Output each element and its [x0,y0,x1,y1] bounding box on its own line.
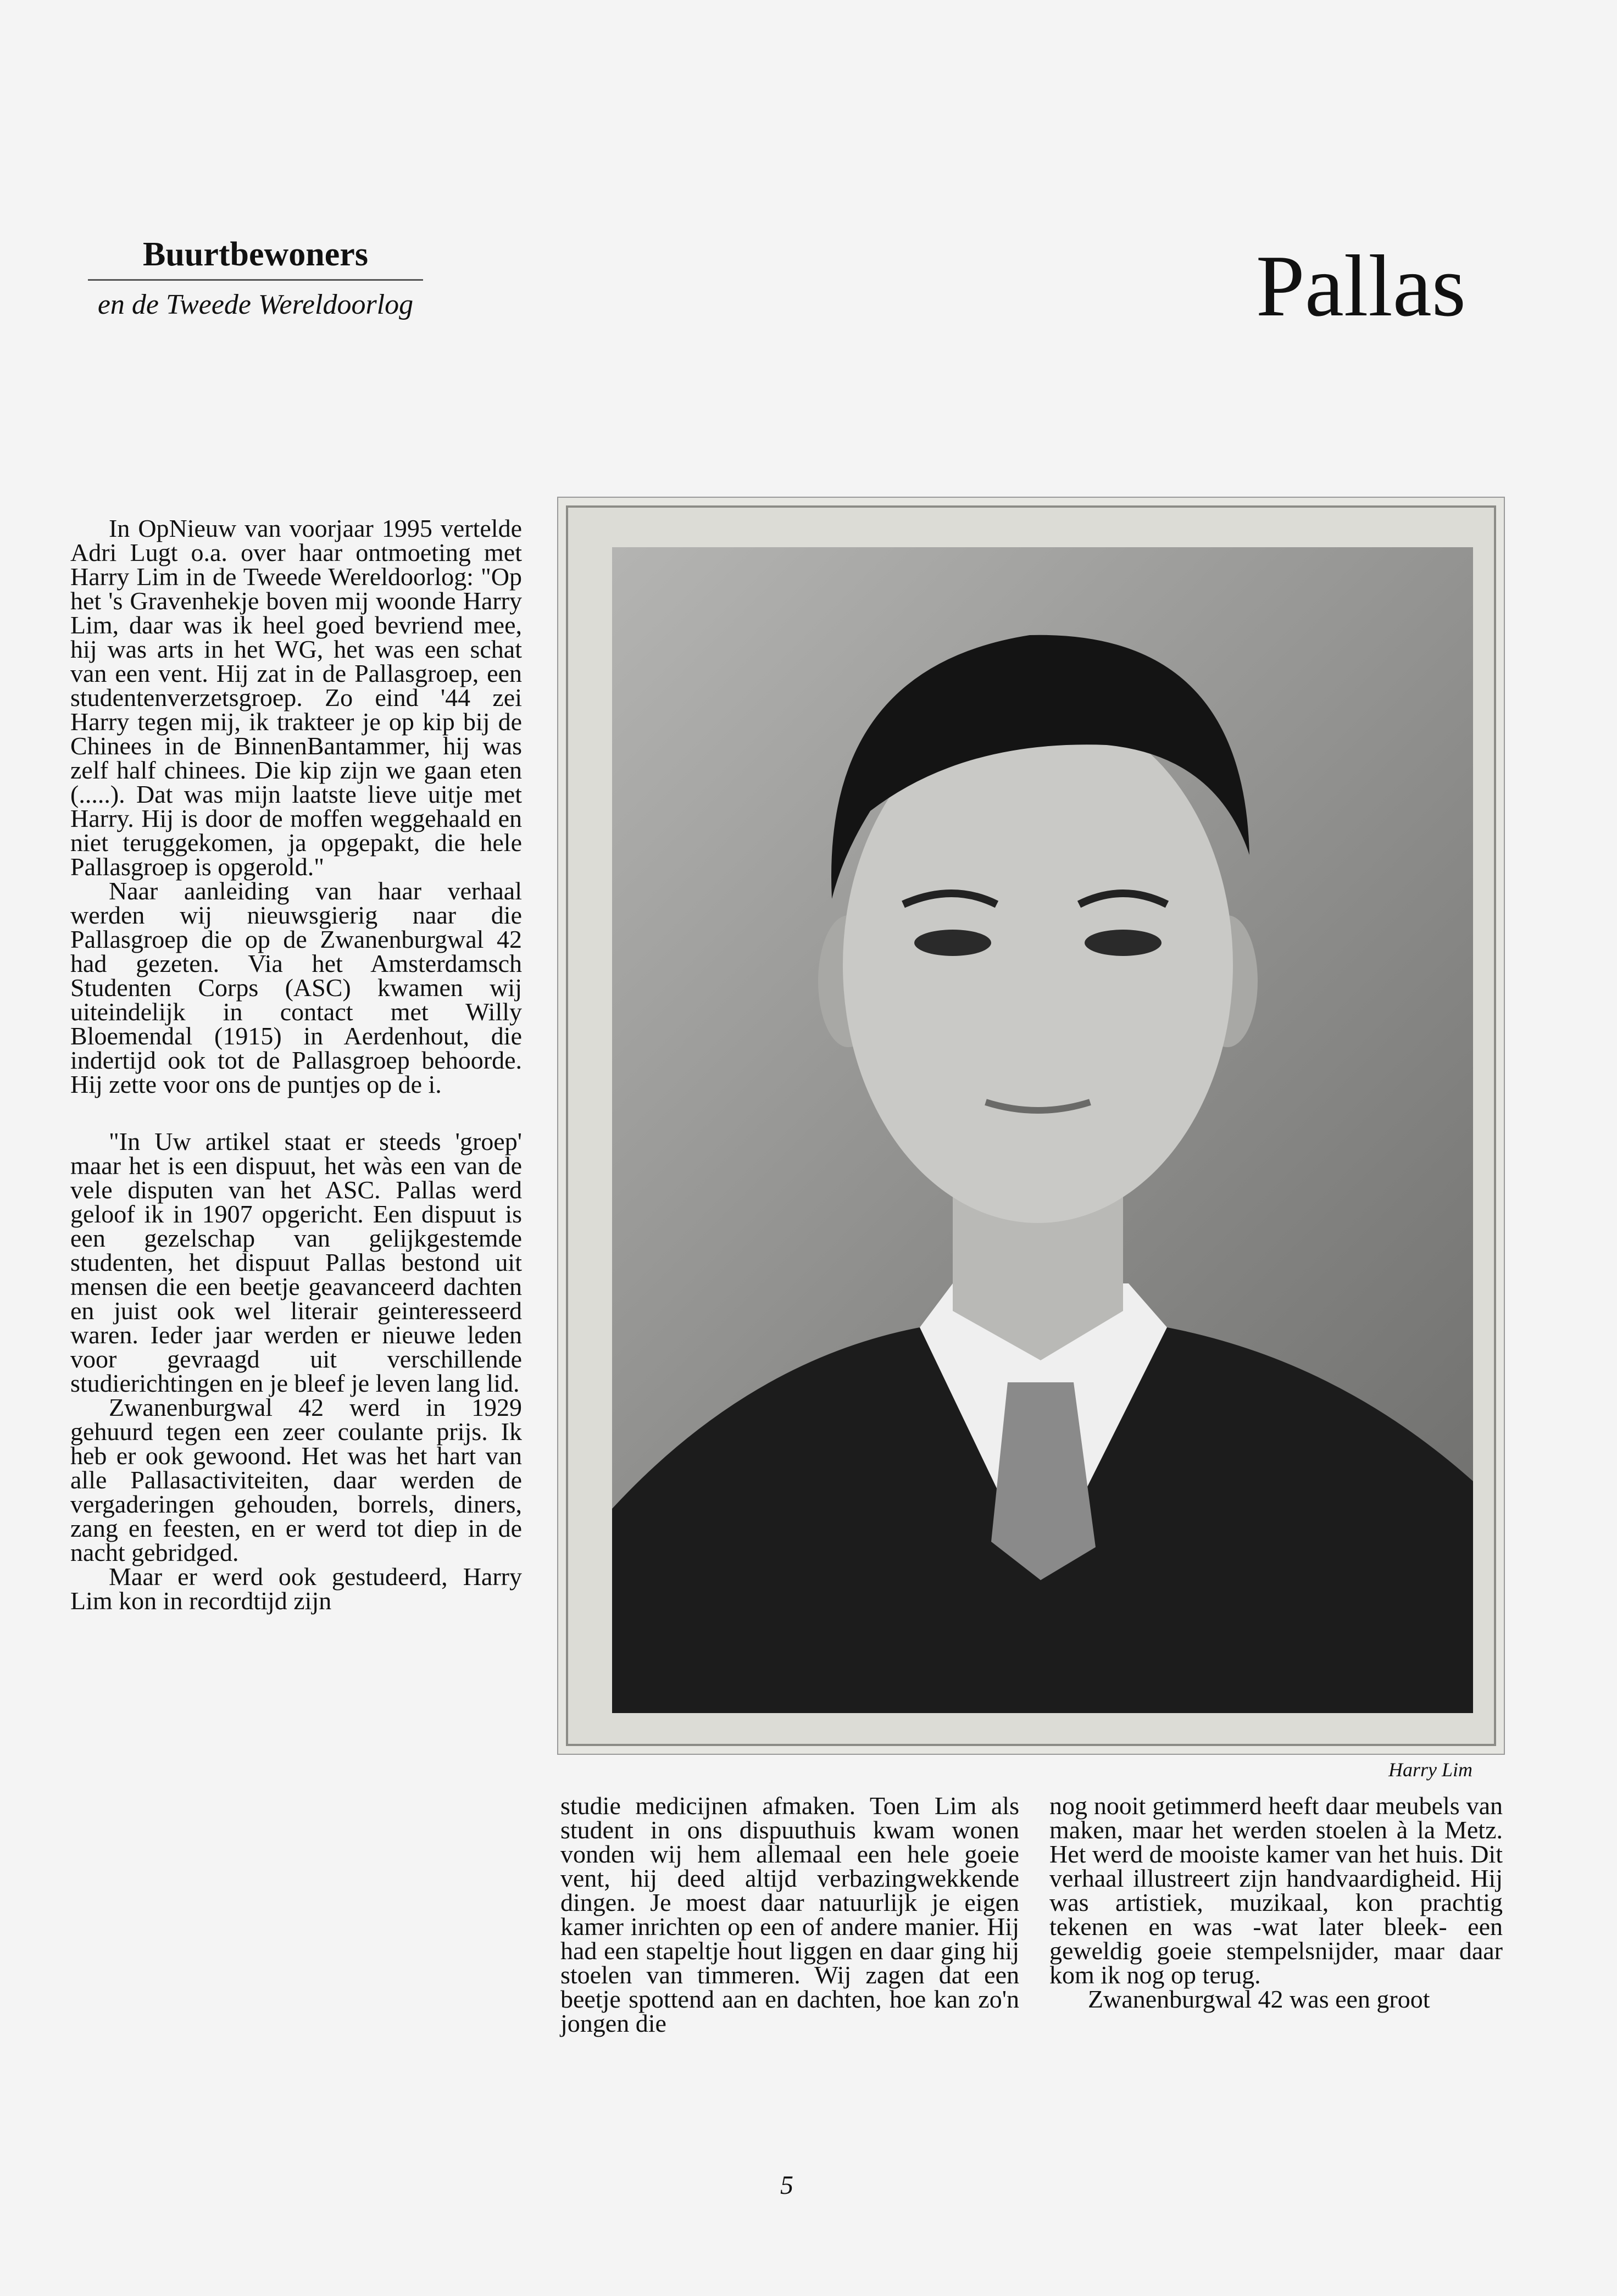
article-column-3 [1049,1794,1503,2011]
portrait-image [612,547,1473,1713]
paragraph: In OpNieuw van voorjaar 1995 vertelde Adri Lugt o.a. over haar ontmoeting met Harry Lim in de Tweede Wereldoorlog: "Op het 's Gravenhekje boven mij woonde Harry Lim, daar was ik heel goed bevriend mee, hij was arts in het WG, het was een schat van een vent. Hij zat in de Pallasgroep, een studentenverzetsgroep. Zo eind '44 zei Harry tegen mij, ik trakteer je op kip bij de Chinees in de BinnenBantammer, hij was zelf half chinees. Die kip zijn we gaan eten (.....). Dat was mijn laatste lieve uitje met Harry. Hij is door de moffen weggehaald en niet teruggekomen, ja opgepakt, die hele Pallasgroep is opgerold." [70,514,522,881]
paragraph: Naar aanleiding van haar verhaal werden wij nieuwsgierig naar die Pallasgroep die op de Zwanenburgwal 42 had gezeten. Via het Amsterdamsch Studenten Corps (ASC) kwamen wij uiteindelijk in contact met Willy Bloemendal (1915) in Aerdenhout, die indertijd ook tot de Pallasgroep behoorde. Hij zette voor ons de puntjes op de i. [70,877,522,1098]
portrait-illustration [612,547,1473,1713]
paragraph: nog nooit getimmerd heeft daar meubels van maken, maar het werden stoelen à la Metz. Het werd de mooiste kamer van het huis. Dit verhaal illustreert zijn handvaardigheid. Hij was artistiek, muzikaal, kon prachtig tekenen en was -wat later bleek- een geweldig goeie stempelsnijder, maar daar kom ik nog op terug. [1049,1792,1503,1989]
series-header [88,237,423,321]
page-title: Pallas [1255,237,1466,335]
paragraph: "In Uw artikel staat er steeds 'groep' maar het is een dispuut, het wàs een van de vele disputen van het ASC. Pallas werd geloof ik in 1907 opgericht. Een dispuut is een gezelschap van gelijkgestemde studenten, het dispuut Pallas bestond uit mensen die een beetje geavanceerd dachten en juist ook wel literair geinteresseerd waren. Ieder jaar werden er nieuwe leden voor gevraagd uit verschillende studierichtingen en je bleef je leven lang lid. [70,1127,522,1397]
page-number: 5 [780,2171,793,2200]
series-title: Buurtbewoners [88,237,423,281]
series-subtitle: en de Tweede Wereldoorlog [97,289,414,320]
paragraph: Zwanenburgwal 42 werd in 1929 gehuurd tegen een zeer coulante prijs. Ik heb er ook gewoond. Het was het hart van alle Pallasactiviteiten, daar werden de vergaderingen gehouden, borrels, diners, zang en feesten, en er werd tot diep in de nacht gebridged. [70,1393,522,1566]
portrait-photo [566,505,1496,1746]
paragraph: studie medicijnen afmaken. Toen Lim als student in ons dispuuthuis kwam wonen vonden wij hem allemaal een hele goeie vent, hij deed altijd verbazingwekkende dingen. Je moest daar natuurlijk je eigen kamer inrichten op een of andere manier. Hij had een stapeltje hout liggen en daar ging hij stoelen van timmeren. Wij zagen dat een beetje spottend aan en dachten, hoe kan zo'n jongen die [560,1792,1019,2037]
article-column-1 [70,516,522,1613]
photo-caption: Harry Lim [1388,1759,1472,1781]
article-column-2 [560,1794,1019,2036]
paragraph: Zwanenburgwal 42 was een groot [1088,1985,1430,2013]
paragraph: Maar er werd ook gestudeerd, Harry Lim kon in recordtijd zijn [70,1563,522,1615]
